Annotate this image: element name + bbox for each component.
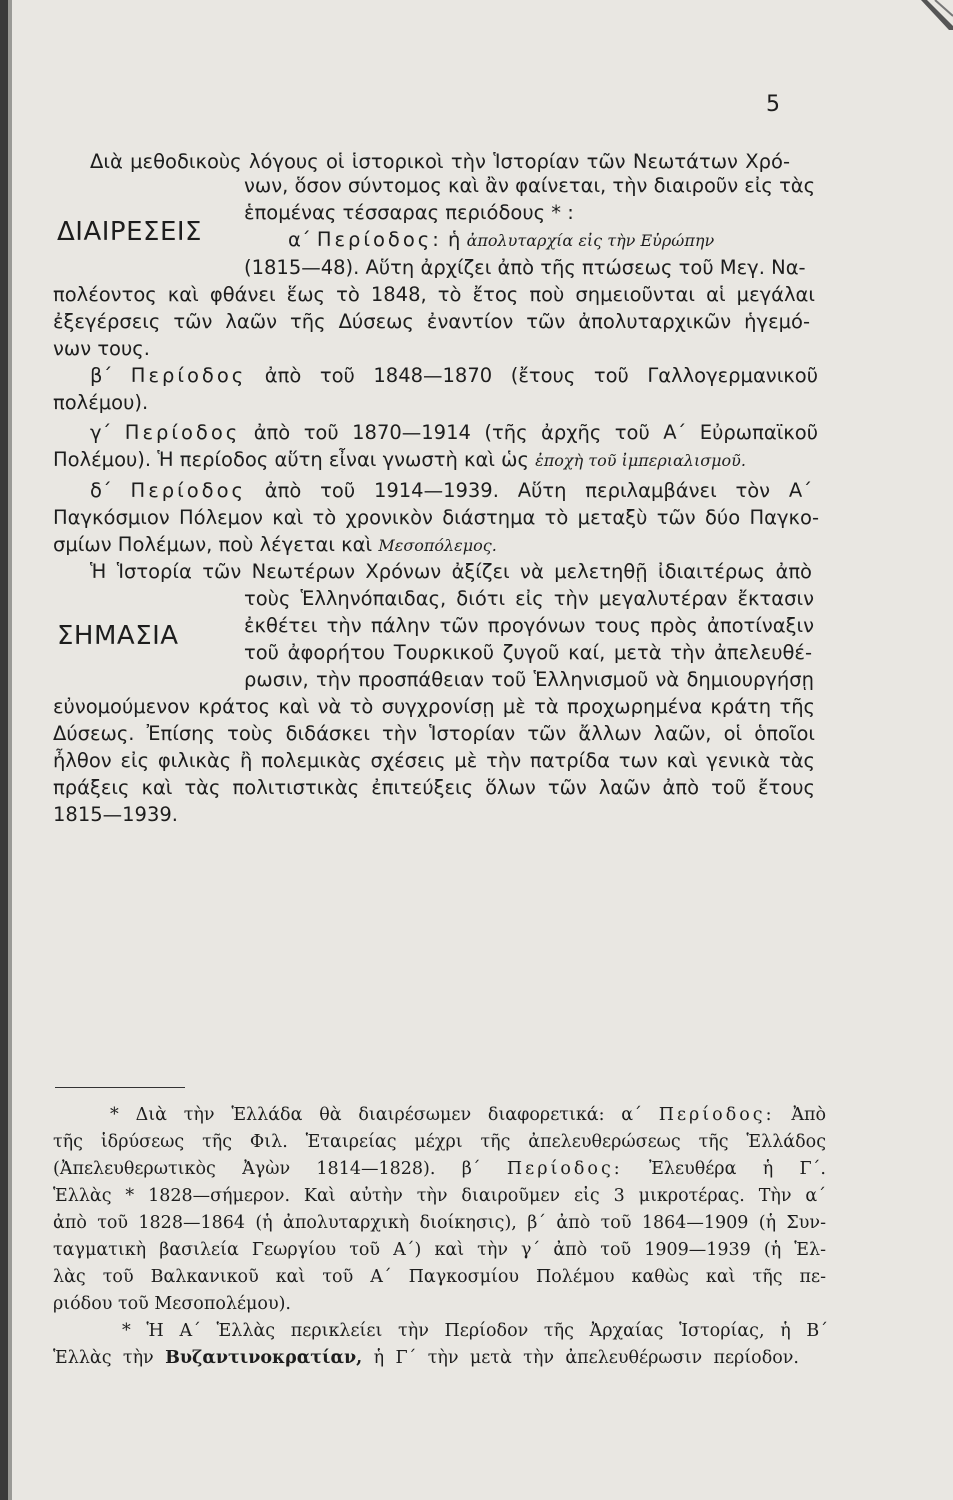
page-corner-fold bbox=[913, 0, 953, 30]
text-line-5: (1815—48). Αὕτη ἀρχίζει ἀπὸ τῆς πτώσεως τοῦ Μεγ. Να- bbox=[244, 256, 806, 279]
period-title-c: ἐποχὴ τοῦ ἰμπεριαλισμοῦ. bbox=[535, 451, 746, 470]
footnote-text-3a: (Ἀπελευθερωτικὸς Ἀγὼν 1814—1828). β΄ bbox=[53, 1159, 481, 1179]
period-word-d: Περίοδος bbox=[130, 479, 246, 502]
footnote-text-1a: * Διὰ τὴν Ἑλλάδα θὰ διαιρέσωμεν διαφορετικά: α΄ bbox=[110, 1105, 642, 1125]
footnote-line-5: ἀπὸ τοῦ 1828—1864 (ἡ ἀπολυταρχικὴ διοίκησις), β΄ ἀπὸ τοῦ 1864—1909 (ἡ Συν- bbox=[53, 1213, 826, 1233]
text-line-16: Ἡ Ἱστορία τῶν Νεωτέρων Χρόνων ἀξίζει νὰ μελετηθῇ ἰδιαιτέρως ἀπὸ bbox=[90, 560, 812, 583]
text-line-2: νων, ὅσον σύντομος καὶ ἂν φαίνεται, τὴν διαιροῦν εἰς τὰς bbox=[244, 174, 816, 197]
period-text-c: ἀπὸ τοῦ 1870—1914 (τῆς ἀρχῆς τοῦ Α΄ Εὐρωπαϊκοῦ bbox=[253, 421, 818, 444]
text-line-6: πολέοντος καὶ φθάνει ἕως τὸ 1848, τὸ ἔτος ποὺ σημειοῦνται αἱ μεγάλαι bbox=[53, 283, 815, 306]
period-numeral-b: β΄ bbox=[90, 364, 113, 387]
page-number: 5 bbox=[766, 92, 780, 117]
text-line-18: ἐκθέτει τὴν πάλην τῶν προγόνων τους πρὸς ἀποτίναξιν bbox=[244, 614, 814, 637]
text-line-1: Διὰ μεθοδικοὺς λόγους οἱ ἱστορικοὶ τὴν Ἱστορίαν τῶν Νεωτάτων Χρό- bbox=[90, 150, 790, 173]
text-line-13 bbox=[90, 479, 812, 503]
text-line-4 bbox=[288, 228, 714, 253]
footnote-period-word-1: Περίοδος: bbox=[658, 1105, 775, 1125]
footnote-text-1c: Ἀπὸ bbox=[791, 1105, 826, 1125]
period-word-c: Περίοδος bbox=[124, 421, 241, 444]
page-binding-edge bbox=[0, 0, 8, 1500]
text-line-11 bbox=[90, 421, 818, 445]
text-line-14: Παγκόσμιον Πόλεμον καὶ τὸ χρονικὸν διάστημα τὸ μεταξὺ τῶν δύο Παγκο- bbox=[53, 506, 819, 529]
footnote-rule bbox=[55, 1087, 185, 1088]
period-text-c2: Πολέμου). Ἡ περίοδος αὕτη εἶναι γνωστὴ καὶ ὡς bbox=[53, 448, 529, 471]
footnote-line-1 bbox=[110, 1104, 826, 1126]
footnote-bold-10b: Βυζαντινοκρατίαν, bbox=[165, 1348, 363, 1368]
text-line-7: ἐξεγέρσεις τῶν λαῶν τῆς Δύσεως ἐναντίον τῶν ἀπολυταρχικῶν ἡγεμό- bbox=[53, 310, 810, 333]
footnote-line-4: Ἑλλὰς * 1828—σήμερον. Καὶ αὐτὴν τὴν διαιροῦμεν εἰς 3 μικροτέρας. Τὴν α΄ bbox=[53, 1186, 826, 1206]
footnote-text-10a: Ἑλλὰς τὴν bbox=[53, 1348, 154, 1368]
footnote-text-10c: ἡ Γ΄ τὴν μετὰ τὴν ἀπελευθέρωσιν περίοδον. bbox=[373, 1348, 799, 1368]
period-text-d2: σμίων Πολέμων, ποὺ λέγεται καὶ bbox=[53, 533, 373, 556]
text-line-21: εὐνομούμενον κράτος καὶ νὰ τὸ συγχρονίσῃ μὲ τὰ προχωρημένα κράτη τῆς bbox=[53, 695, 815, 718]
period-title-d: Μεσοπόλεμος. bbox=[378, 536, 497, 555]
footnote-line-2: τῆς ἱδρύσεως τῆς Φιλ. Ἑταιρείας μέχρι τῆς ἀπελευθερώσεως τῆς Ἑλλάδος bbox=[53, 1132, 826, 1152]
period-text-d: ἀπὸ τοῦ 1914—1939. Αὕτη περιλαμβάνει τὸν Α΄ bbox=[264, 479, 812, 502]
footnote-text-3c: Ἐλευθέρα ἡ Γ΄. bbox=[648, 1159, 826, 1179]
footnote-line-3 bbox=[53, 1158, 826, 1180]
footnote-line-10 bbox=[53, 1347, 799, 1369]
period-numeral-c: γ΄ bbox=[90, 421, 112, 444]
page-binding-shadow bbox=[8, 0, 12, 1500]
period-word-a: Περίοδος: bbox=[316, 228, 442, 251]
text-line-20: ρωσιν, τὴν προσπάθειαν τοῦ Ἑλληνισμοῦ νὰ δημιουργήσῃ bbox=[244, 668, 814, 691]
text-line-15 bbox=[53, 533, 497, 558]
period-word-b: Περίοδος bbox=[130, 364, 247, 387]
text-line-24: πράξεις καὶ τὰς πολιτιστικὰς ἐπιτεύξεις ὅλων τῶν λαῶν ἀπὸ τοῦ ἔτους bbox=[53, 776, 815, 799]
margin-heading-simasia: ΣΗΜΑΣΙΑ bbox=[57, 621, 179, 651]
period-numeral-d: δ΄ bbox=[90, 479, 112, 502]
period-title-a: ἀπολυταρχία εἰς τὴν Εὐρώπην bbox=[466, 231, 715, 250]
text-line-17: τοὺς Ἑλληνόπαιδας, διότι εἰς τὴν μεγαλυτέραν ἔκτασιν bbox=[244, 587, 814, 610]
text-line-22: Δύσεως. Ἐπίσης τοὺς διδάσκει τὴν Ἱστορίαν τῶν ἄλλων λαῶν, οἱ ὁποῖοι bbox=[53, 722, 815, 745]
margin-heading-diaireseis: ΔΙΑΙΡΕΣΕΙΣ bbox=[57, 217, 202, 247]
text-line-10: πολέμου). bbox=[53, 391, 149, 414]
footnote-line-8: ριόδου τοῦ Μεσοπολέμου). bbox=[53, 1294, 291, 1314]
footnote-period-word-3: Περίοδος: bbox=[506, 1159, 623, 1179]
text-line-8: νων τους. bbox=[53, 337, 150, 360]
period-text-b: ἀπὸ τοῦ 1848—1870 (ἔτους τοῦ Γαλλογερμανικοῦ bbox=[264, 364, 818, 387]
text-line-12 bbox=[53, 448, 746, 473]
text-line-9 bbox=[90, 364, 818, 388]
footnote-line-6: ταγματικὴ βασιλεία Γεωργίου τοῦ Α΄) καὶ τὴν γ΄ ἀπὸ τοῦ 1909—1939 (ἡ Ἑλ- bbox=[53, 1240, 826, 1260]
period-numeral-a: α΄ bbox=[288, 228, 311, 251]
period-article-a: ἡ bbox=[448, 228, 461, 251]
footnote-line-9: * Ἡ Α΄ Ἑλλὰς περικλείει τὴν Περίοδον τῆς Ἀρχαίας Ἱστορίας, ἡ Β΄ bbox=[122, 1321, 828, 1341]
text-line-23: ἦλθον εἰς φιλικὰς ἢ πολεμικὰς σχέσεις μὲ τὴν πατρίδα των καὶ γενικὰ τὰς bbox=[53, 749, 815, 772]
text-line-19: τοῦ ἀφορήτου Τουρκικοῦ ζυγοῦ καί, μετὰ τὴν ἀπελευθέ- bbox=[244, 641, 812, 664]
text-line-25: 1815—1939. bbox=[53, 803, 178, 826]
text-line-3: ἑπομένας τέσσαρας περιόδους * : bbox=[244, 201, 574, 224]
footnote-line-7: λὰς τοῦ Βαλκανικοῦ καὶ τοῦ Α΄ Παγκοσμίου Πολέμου καθὼς καὶ τῆς πε- bbox=[53, 1267, 826, 1287]
